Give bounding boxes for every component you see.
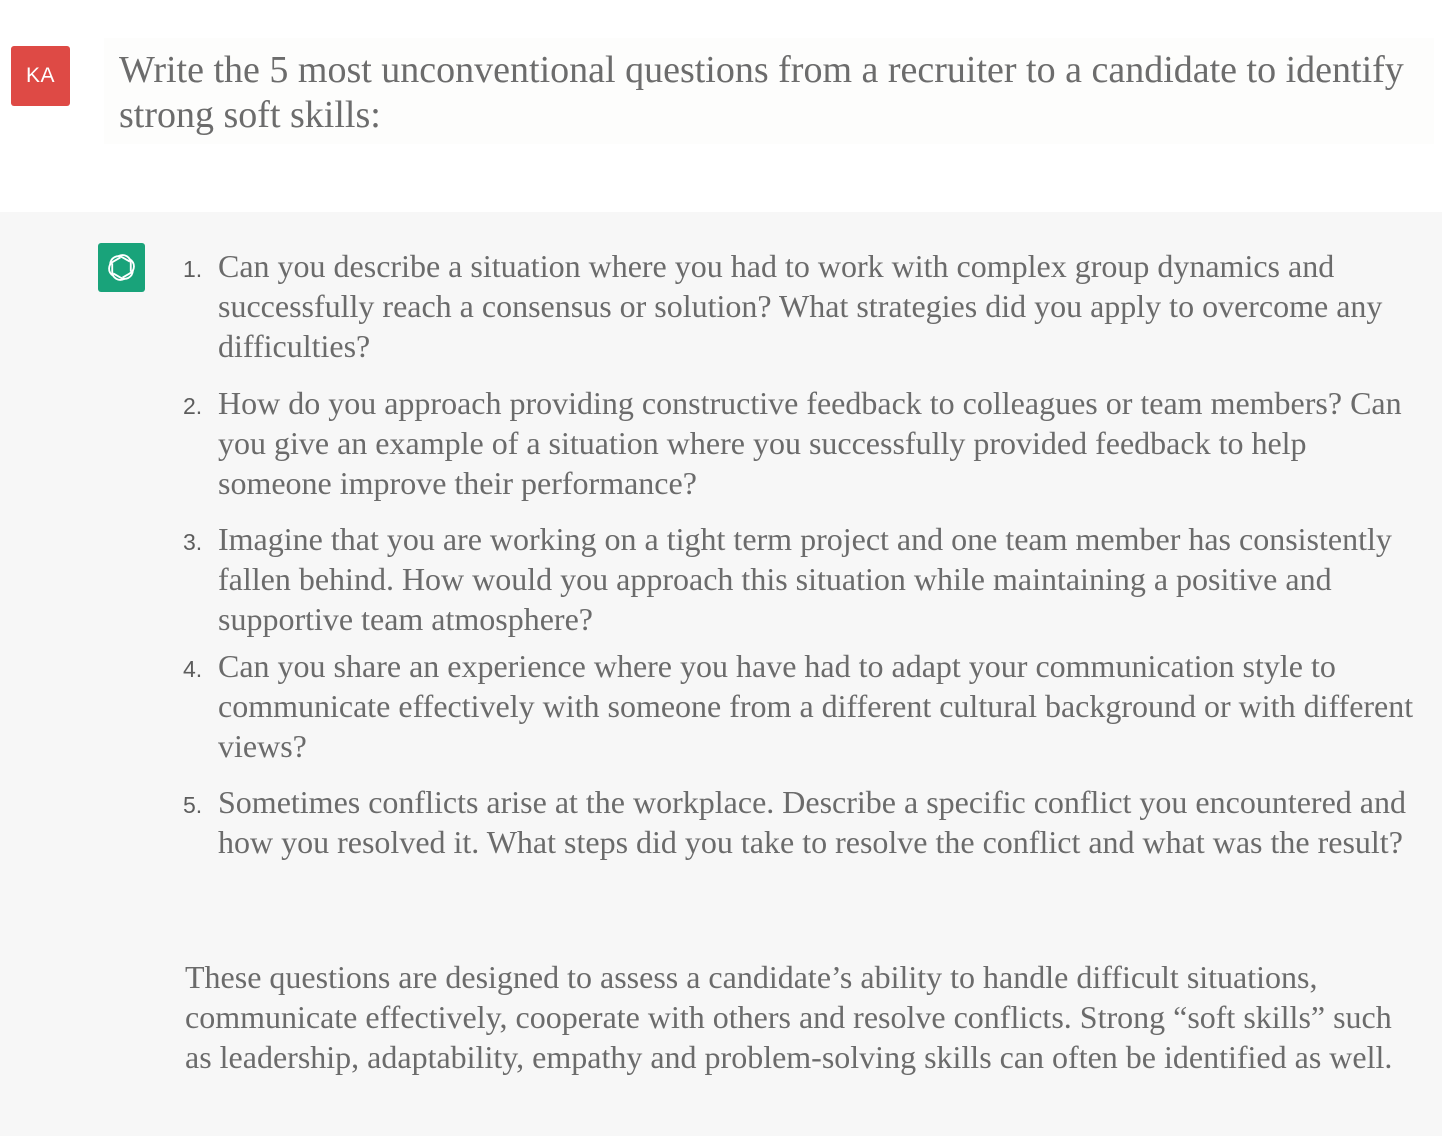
list-item: [183, 519, 1418, 639]
user-message-row: [0, 0, 1442, 212]
user-prompt-text: Write the 5 most unconventional questions from a recruiter to a candidate to identify strong soft skills:: [119, 49, 1404, 136]
list-item-text: Can you share an experience where you have had to adapt your communication style to communicate effectively with someone from a different cultural background or with different views?: [218, 648, 1414, 764]
list-item: [183, 246, 1418, 366]
assistant-avatar: [98, 243, 145, 292]
closing-paragraph: These questions are designed to assess a candidate’s ability to handle difficult situations, communicate effectively, cooperate with others and resolve conflicts. Strong “soft skills” such as leadership, adaptability, empathy and problem-solving skills can often be identified as well.: [185, 959, 1393, 1075]
openai-logo-icon: [105, 251, 138, 284]
list-item-number: 2.: [183, 393, 203, 419]
list-item-number: 5.: [183, 792, 203, 818]
list-item-number: 1.: [183, 256, 203, 282]
list-item: [183, 383, 1418, 503]
list-item: [183, 782, 1418, 862]
list-item-text: Sometimes conflicts arise at the workplace. Describe a specific conflict you encountered and how you resolved it. What steps did you take to resolve the conflict and what was the result?: [218, 784, 1406, 860]
list-item-text: Can you describe a situation where you had to work with complex group dynamics and successfully reach a consensus or solution? What strategies did you apply to overcome any difficulties?: [218, 248, 1383, 364]
list-item-number: 3.: [183, 529, 203, 555]
list-item-number: 4.: [183, 656, 203, 682]
user-avatar: KA: [11, 46, 70, 106]
list-item: [183, 646, 1418, 766]
list-item-text: Imagine that you are working on a tight term project and one team member has consistently fallen behind. How would you approach this situation while maintaining a positive and supportive team atmosphere?: [218, 521, 1392, 637]
list-item-text: How do you approach providing constructive feedback to colleagues or team members? Can you give an example of a situation where you successfully provided feedback to help someone improve their performance?: [218, 385, 1402, 501]
